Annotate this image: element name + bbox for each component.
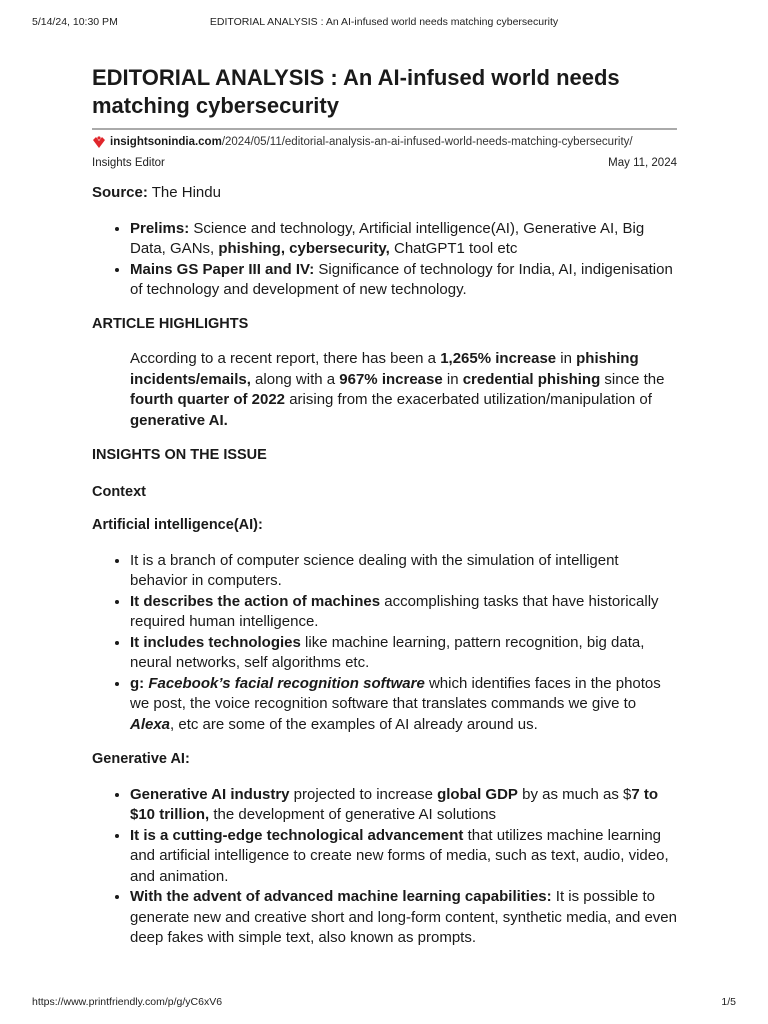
text-run: projected to increase (289, 785, 438, 803)
highlight-paragraph (92, 349, 677, 431)
bold-text: Alexa (130, 715, 171, 733)
syllabus-list (92, 219, 677, 301)
list-item (130, 887, 677, 949)
text-run: that utilizes machine learning and artificial intelligence to create new forms of media, such as text, audio, video, and animation. (130, 826, 669, 885)
text-run: along with a (250, 370, 340, 388)
generative-ai-points-list (92, 785, 677, 949)
insights-heading: INSIGHTS ON THE ISSUE (92, 447, 267, 463)
source-label: Source: (92, 184, 148, 201)
article-highlights-heading: ARTICLE HIGHLIGHTS (92, 315, 249, 332)
text-run: It is possible to generate new and creative short and long-form content, synthetic media, and even deep fakes with simple text, also known as prompts. (130, 888, 677, 946)
list-item (130, 219, 677, 260)
bold-text: Prelims: (130, 219, 190, 237)
text-run: accomplishing tasks that have historically required human intelligence. (130, 592, 659, 630)
text-run: in (556, 350, 577, 367)
bold-text: credential phishing (462, 370, 601, 388)
text-run: Science and technology, Artificial intelligence(AI), Generative AI, Big Data, GANs, (130, 219, 645, 257)
list-item (130, 592, 677, 633)
article-url[interactable] (92, 135, 677, 149)
bold-text: It includes technologies (130, 633, 301, 651)
bold-text: generative AI. (130, 411, 228, 429)
list-item (130, 551, 677, 592)
context-heading: Context (92, 483, 146, 500)
text-run: in (442, 370, 463, 388)
text-run: , etc are some of the examples of AI already around us. (170, 715, 538, 733)
ai-points-list (92, 551, 677, 736)
insights-logo-icon (92, 135, 106, 149)
text-run: According to a recent report, there has been a (130, 350, 441, 367)
text-run: ChatGPT1 tool etc (389, 240, 518, 257)
list-item (130, 785, 677, 826)
bold-text: global GDP (437, 785, 518, 803)
list-item (130, 826, 677, 888)
bold-text: Mains GS Paper III and IV: (130, 260, 315, 278)
page-number: 1/5 (721, 996, 736, 1008)
bold-text: Facebook’s facial recognition software (148, 674, 425, 692)
article-author: Insights Editor (92, 157, 165, 169)
text-run: the development of generative AI solutions (209, 806, 497, 823)
text-run: like machine learning, pattern recognition, big data, neural networks, self algorithms etc. (130, 633, 645, 671)
bold-text: phishing, cybersecurity, (218, 240, 390, 257)
text-run: It is a branch of computer science dealing with the simulation of intelligent behavior in computers. (130, 551, 619, 589)
bold-text: 967% increase (339, 370, 443, 388)
article (92, 64, 677, 949)
print-header-title: EDITORIAL ANALYSIS : An AI-infused world needs matching cybersecurity (209, 16, 559, 28)
list-item (130, 633, 677, 674)
list-item (130, 674, 677, 736)
text-run: Significance of technology for India, AI, indigenisation of technology and development of new technology. (130, 260, 673, 298)
bold-text: With the advent of advanced machine learning capabilities: (130, 888, 552, 905)
list-item (130, 260, 677, 301)
bold-text: 1,265% increase (440, 350, 557, 367)
text-run: which identifies faces in the photos we post, the voice recognition software that translates commands we give to (130, 674, 661, 712)
article-title: EDITORIAL ANALYSIS : An AI-infused world needs matching cybersecurity (92, 65, 620, 118)
ai-heading: Artificial intelligence(AI): (92, 517, 263, 533)
bold-text: It describes the action of machines (130, 592, 381, 610)
bold-text: g: (130, 674, 149, 692)
url-path[interactable]: /2024/05/11/editorial-analysis-an-ai-infused-world-needs-matching-cybersecurity/ (221, 136, 633, 148)
text-run: by as much as $ (517, 785, 632, 803)
title-divider (92, 128, 677, 130)
url-domain[interactable]: insightsonindia.com (110, 136, 222, 148)
text-run: arising from the exacerbated utilization/manipulation of (285, 391, 652, 408)
source-value: The Hindu (147, 184, 221, 201)
source-line (92, 183, 677, 204)
bold-text: fourth quarter of 2022 (130, 391, 286, 408)
article-date: May 11, 2024 (608, 157, 677, 169)
bold-text: Generative AI industry (130, 785, 290, 803)
bold-text: 7 to $10 trillion, (130, 785, 658, 823)
bold-text: It is a cutting-edge technological advancement (130, 826, 464, 844)
generative-ai-heading: Generative AI: (92, 751, 190, 767)
text-run: since the (600, 370, 665, 388)
print-datetime: 5/14/24, 10:30 PM (32, 16, 118, 28)
print-footer-url[interactable]: https://www.printfriendly.com/p/g/yC6xV6 (32, 996, 223, 1008)
bold-text: phishing incidents/emails, (130, 350, 639, 388)
